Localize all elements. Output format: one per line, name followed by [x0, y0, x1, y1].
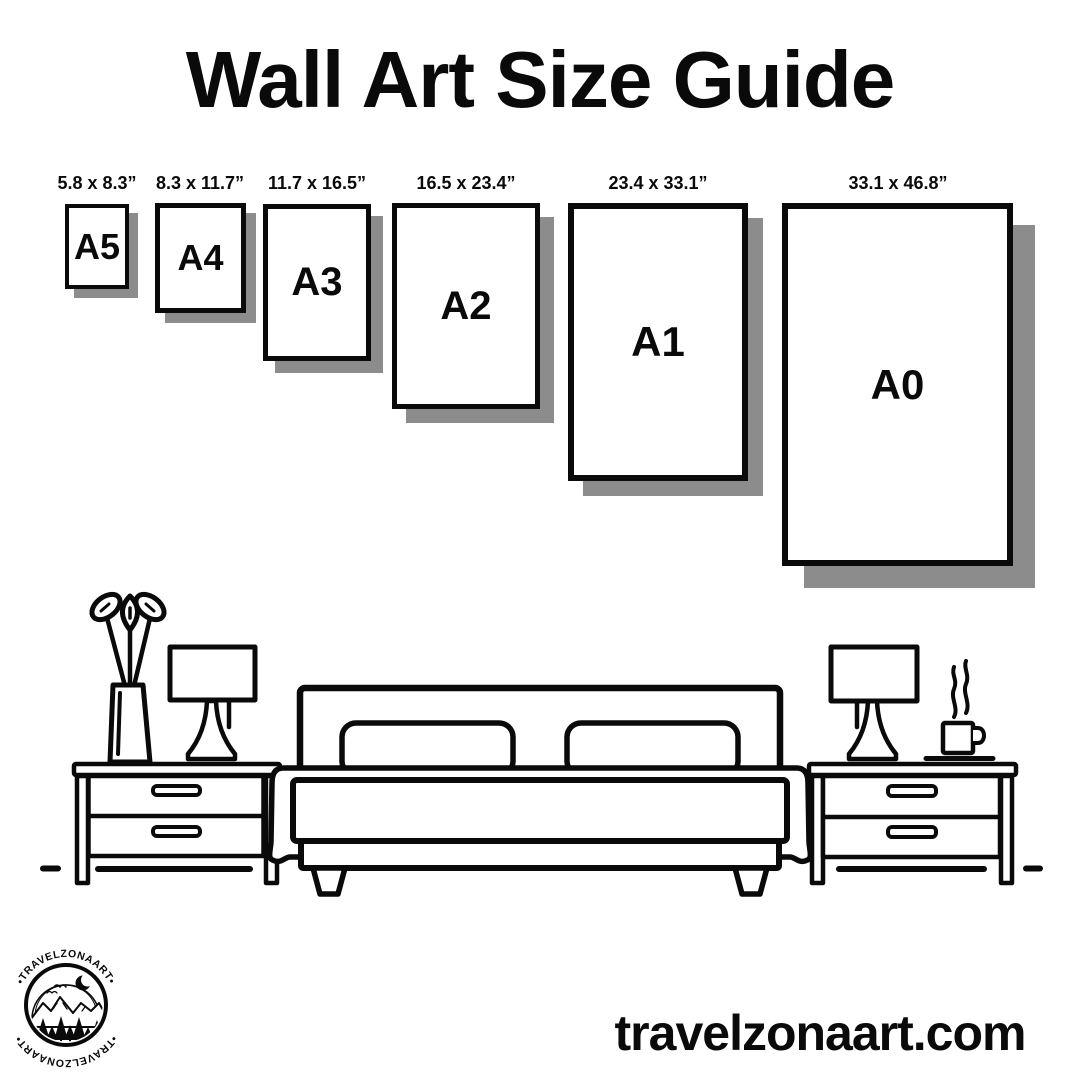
- paper-frame-a5: [65, 204, 129, 289]
- dimension-label-a2: 16.5 x 23.4”: [416, 173, 516, 193]
- website-url: travelzonaart.com: [614, 1005, 1026, 1061]
- nightstand-right-icon: [809, 764, 1016, 883]
- dimension-label-a5: 5.8 x 8.3”: [57, 173, 137, 193]
- paper-frame-a4: [155, 203, 246, 313]
- logo-text-bottom: •TRAVELZONAART•: [12, 1033, 120, 1070]
- dimension-label-a4: 8.3 x 11.7”: [155, 173, 245, 193]
- coffee-cup-icon: [926, 661, 993, 759]
- paper-code-a0: A0: [870, 360, 925, 408]
- page-title: Wall Art Size Guide: [185, 35, 895, 124]
- paper-code-a5: A5: [73, 225, 121, 267]
- logo-text-top: •TRAVELZONAART•: [14, 947, 118, 987]
- plant-vase-icon: [87, 589, 169, 762]
- paper-frame-a2: [392, 203, 540, 409]
- paper-frame-a1: [568, 203, 748, 481]
- paper-code-a4: A4: [177, 237, 224, 278]
- paper-frame-a0: [782, 203, 1013, 566]
- paper-frame-a3: [263, 204, 371, 361]
- brand-logo: [5, 939, 129, 1073]
- paper-code-a2: A2: [440, 283, 492, 328]
- nightstand-left-icon: [74, 764, 280, 883]
- table-lamp-right-icon: [831, 647, 917, 759]
- dimension-label-a0: 33.1 x 46.8”: [848, 173, 948, 193]
- dimension-label-a1: 23.4 x 33.1”: [608, 173, 708, 193]
- dimension-label-a3: 11.7 x 16.5”: [267, 173, 367, 193]
- table-lamp-left-icon: [170, 647, 255, 759]
- bedroom-illustration: [30, 580, 1050, 910]
- paper-code-a3: A3: [291, 260, 343, 304]
- bed-icon: [270, 688, 811, 894]
- paper-code-a1: A1: [631, 318, 685, 365]
